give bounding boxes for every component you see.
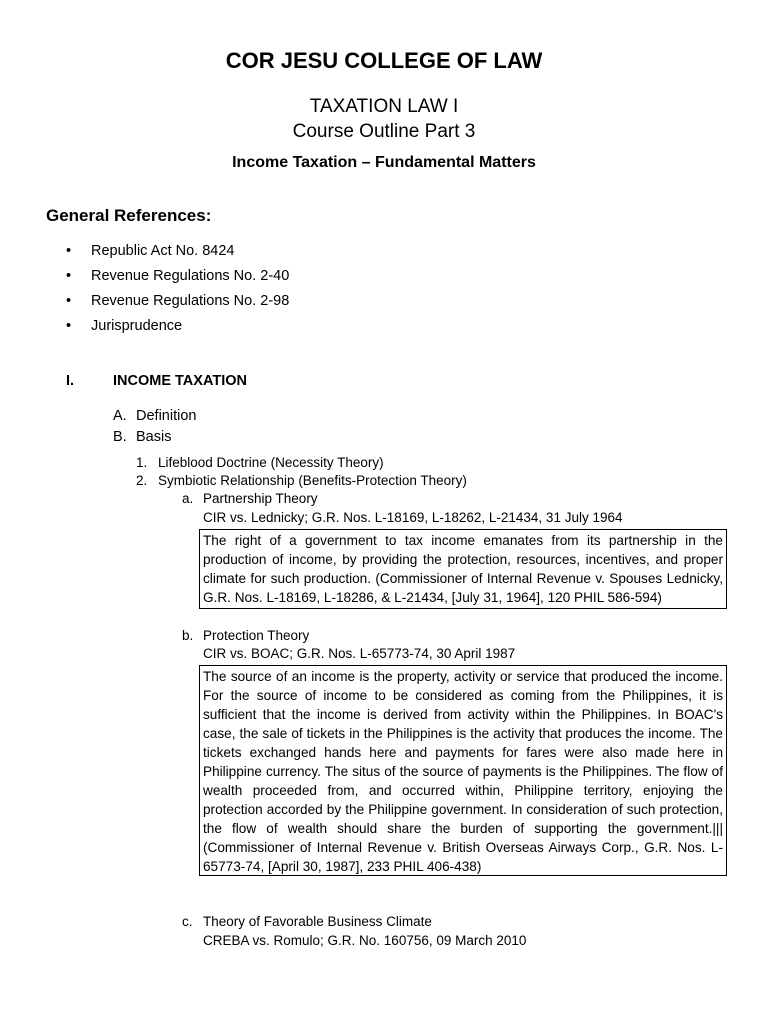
reference-text: Revenue Regulations No. 2-40 bbox=[91, 268, 290, 284]
bullet-icon: • bbox=[66, 293, 72, 309]
bullet-icon: • bbox=[66, 243, 72, 259]
list-item bbox=[66, 242, 289, 267]
section-title: INCOME TAXATION bbox=[113, 373, 247, 389]
basis-2-text: Symbiotic Relationship (Benefits-Protection Theory) bbox=[158, 473, 467, 488]
reference-text: Republic Act No. 8424 bbox=[91, 243, 235, 259]
course-part: Course Outline Part 3 bbox=[292, 121, 476, 142]
basis-2-number: 2. bbox=[136, 473, 148, 488]
theory-b-citation: CIR vs. BOAC; G.R. Nos. L-65773-74, 30 April 1987 bbox=[203, 646, 516, 661]
course-title: TAXATION LAW I bbox=[309, 96, 459, 117]
college-title: COR JESU COLLEGE OF LAW bbox=[225, 48, 543, 73]
theory-c-label: c. bbox=[182, 914, 193, 929]
list-item bbox=[66, 292, 289, 317]
references-list bbox=[66, 242, 289, 342]
theory-c-title: Theory of Favorable Business Climate bbox=[203, 914, 432, 929]
item-a-label: A. bbox=[113, 408, 127, 424]
theory-b-quote-box bbox=[199, 665, 727, 876]
bullet-icon: • bbox=[66, 318, 72, 334]
theory-a-citation: CIR vs. Lednicky; G.R. Nos. L-18169, L-18262, L-21434, 31 July 1964 bbox=[203, 510, 623, 525]
outline-subtitle: Income Taxation – Fundamental Matters bbox=[232, 154, 536, 171]
item-b-text: Basis bbox=[136, 429, 172, 445]
reference-text: Revenue Regulations No. 2-98 bbox=[91, 293, 290, 309]
reference-text: Jurisprudence bbox=[91, 318, 183, 334]
list-item bbox=[66, 317, 289, 342]
item-b-label: B. bbox=[113, 429, 127, 445]
theory-b-title: Protection Theory bbox=[203, 628, 310, 643]
theory-a-label: a. bbox=[182, 491, 194, 506]
references-heading: General References: bbox=[46, 206, 212, 225]
theory-c-citation: CREBA vs. Romulo; G.R. No. 160756, 09 March 2010 bbox=[203, 933, 527, 948]
theory-a-title: Partnership Theory bbox=[203, 491, 318, 506]
item-a-text: Definition bbox=[136, 408, 197, 424]
theory-a-quote: The right of a government to tax income emanates from its partnership in the production of income, by providing the protection, resources, incentives, and proper climate for such production. (Commissioner of Internal Revenue v. Spouses Lednicky, G.R. Nos. L-18169, L-18286, & L-21434, [July 31, 1964], 120 PHIL 586-594) bbox=[203, 533, 723, 605]
theory-b-quote: The source of an income is the property, activity or service that produced the income. For the source of income to be considered as coming from the Philippines, it is sufficient that the income is derived from activity within the Philippines. In BOAC's case, the sale of tickets in the Philippines is the activity that produces the income. The tickets exchanged hands here and payments for fares were also made here in Philippine currency. The situs of the source of payments is the Philippines. The flow of wealth proceeded from, and occurred within, Philippine territory, enjoying the protection accorded by the Philippine government. In consideration of such protection, the flow of wealth should share the burden of supporting the government.||| (Commissioner of Internal Revenue v. British Overseas Airways Corp., G.R. Nos. L-65773-74, [April 30, 1987], 233 PHIL 406-438) bbox=[203, 669, 723, 874]
theory-a-quote-box bbox=[199, 529, 727, 609]
basis-1-number: 1. bbox=[136, 455, 148, 470]
theory-b-label: b. bbox=[182, 628, 194, 643]
list-item bbox=[66, 267, 289, 292]
section-number: I. bbox=[66, 373, 75, 389]
bullet-icon: • bbox=[66, 268, 72, 284]
basis-1-text: Lifeblood Doctrine (Necessity Theory) bbox=[158, 455, 384, 470]
